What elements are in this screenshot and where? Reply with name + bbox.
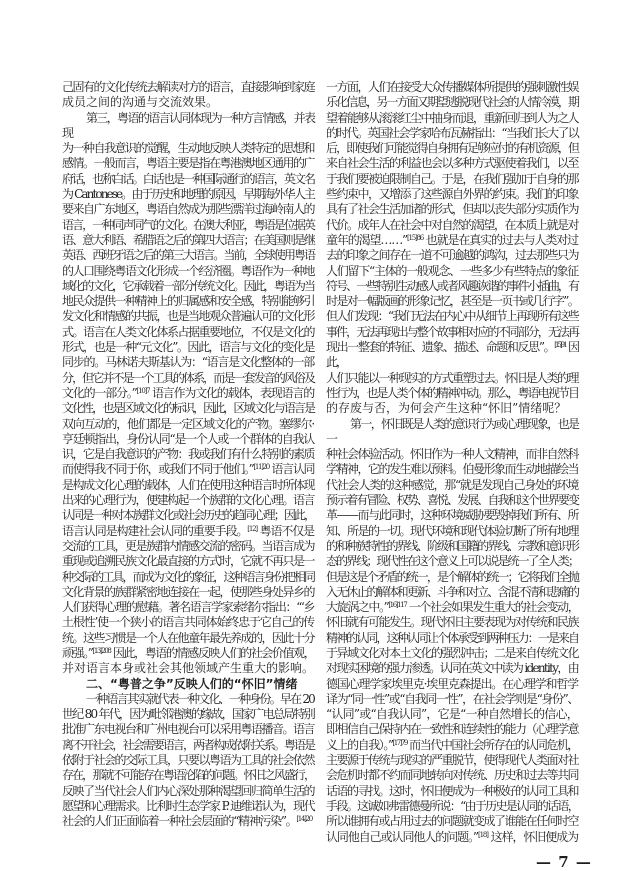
text-line [62,371,314,386]
page-number: — 7 — [536,853,592,871]
line-text: 一个社会如果发生重大的社会变动， [406,600,579,615]
text-line [326,156,578,171]
text-line [326,600,578,615]
line-text: 所以谁拥有或占用过去的问题就变成了谁能在任何时空 [326,814,579,829]
line-text: 粤语不仅是 [256,523,314,538]
text-line [62,707,314,722]
line-text: 因此，粤语的情感反映人们的社会价值观， [110,645,315,660]
text-line [326,570,578,585]
text-line [62,570,314,585]
text-line [62,432,314,447]
text-line [62,141,314,156]
line-text: 主要源于传统与现实的严重脱节，使得现代人类面对社 [326,753,579,768]
text-line [326,294,578,309]
text-line [62,248,314,263]
text-line [326,95,578,110]
text-column-right [326,80,578,845]
text-line [326,692,578,707]
text-line [326,248,578,263]
text-line [62,172,314,187]
line-text: 文化背景的族群紧密地连接在一起，使那些身处异乡的 [62,584,315,599]
line-text: 一种语言其实就代表一种文化、一种身份。早在 20 [86,691,314,706]
text-line [326,80,578,95]
text-line [62,279,314,294]
line-text: 符号、一些特别生动感人或者风趣诙谐的事件小插曲，有 [326,278,578,293]
citation-marker: [12] [247,524,257,533]
text-line [62,738,314,753]
text-line [62,111,314,142]
line-text: 出来的心理行为，便建构起一个族群的文化心理。语言 [62,493,315,508]
line-text: 双向互动的，他们都是一定区域文化的产物。塞缪尔· [62,416,314,431]
text-line [326,493,578,508]
text-line [326,768,578,783]
text-line [326,661,578,676]
text-line [62,80,314,95]
line-text: 但是这是个矛盾的统一，是个解体的统一；它将我们全抛 [326,569,578,584]
text-line [326,218,578,233]
line-text: 会危机时都不约而同地转向对传统、历史和过去等共同 [326,768,579,783]
text-line [326,417,578,448]
line-text: 童年的渴望……” [326,232,407,247]
line-text: 认同他自己或认同他人的问题。” [326,829,478,844]
citation-marker: [15]86 [406,233,424,242]
text-line [326,631,578,646]
citation-marker: [18] [477,830,488,839]
text-line [62,447,314,462]
line-text: 离不开社会，社会需要语言，两者构成依附关系。粤语是 [62,737,314,752]
text-line [326,202,578,217]
line-text: 也就是在真实的过去与人类对过 [423,232,578,247]
text-line [326,111,578,126]
line-text: 府话，也称白话。白话也是一种国际通行的语言，英文名 [62,171,314,186]
text-line [62,202,314,217]
text-line [62,264,314,279]
line-text: 义上的自我）。” [326,737,393,752]
text-line [326,738,578,753]
line-text: 同步的。马林诺夫斯基认为：“语言是文化整体的一部 [62,355,314,370]
line-text: 是构成文化心理的载体，人们在使用这种语言时所体现 [62,477,315,492]
text-line [326,478,578,493]
line-text: 些约束中，又增添了这些源自外界的约束。我们的印象 [326,187,579,202]
text-line [326,279,578,294]
line-text: 精神的认同，这种认同让个体承受到两种压力：一是来自 [326,630,578,645]
line-text: 的存废与否，为何会产生这种“怀旧”情绪呢？ [326,401,567,416]
line-text: 代社会人类的这种感觉，那“就是发现自己身处的环境 [326,477,578,492]
line-text: 人们获得心理的慰藉。著名语言学家索绪尔指出：“‘乡 [62,600,314,615]
citation-marker: [16]117 [388,601,407,610]
line-text: 译为“同一性”或“自我同一性”，在社会学则是“身份”、 [326,691,578,706]
line-text: 知、所是的一切。现代环境和现代体验切断了所有地理 [326,523,579,538]
line-text: 而使得我不同于你，或我们不同于他们。” [62,462,254,477]
line-text: 文化性，也是区域文化的标识，因此，区域文化与语言是 [62,401,314,416]
line-text: 预示着有冒险、权势、喜悦、发展、自我和这个世界要变 [326,493,578,508]
line-text: 第三，粤语的语言认同体现为一种方言情感，并表现 [62,110,314,140]
text-line [326,447,578,462]
text-line [326,187,578,202]
text-line [62,95,314,110]
text-line [326,371,578,386]
text-line [326,508,578,523]
line-text: 语言认同是构建社会认同的重要手段。 [62,523,248,538]
text-line [62,309,314,324]
line-text: 统。这些习惯是一个人在他童年最先养成的，因此十分 [62,630,315,645]
line-text: 态的界线；现代性在这个意义上可以说是统一了全人类； [326,554,578,569]
text-line [326,615,578,630]
text-line [62,355,314,370]
text-line [62,799,314,814]
citation-marker: [11]20 [253,463,269,472]
text-line [326,401,578,416]
citation-marker: [17]79 [392,738,407,747]
citation-marker: [13]208 [92,646,111,655]
line-text: 后，即使我们可能觉得自身拥有足够应付的有机资源，但 [326,141,578,156]
line-text: 分，但它并不是一个工具的体系，而是一套发音的风俗及 [62,370,314,385]
text-line [62,478,314,493]
line-text: 种交际的工具，而成为文化的象征，这种语言身份把相同 [62,569,314,584]
text-line [62,814,314,829]
line-text: 重现或追溯民族文化最直接的方式时，它就不再只是一 [62,554,315,569]
text-line [62,156,314,171]
line-text: 人们只能以一种现实的方式重塑过去。怀旧是人类的理 [326,370,579,385]
line-text: 于异域文化对本土文化的强烈冲击；二是来自传统文化 [326,645,579,660]
line-text: 入无休止的解体和更新、斗争和对立、含混不清和悲痛的 [326,584,578,599]
line-text: 话语的寻找。这时，怀旧便成为一种极好的认同工具和 [326,783,579,798]
text-line [62,524,314,539]
line-text: 学精神，它的发生难以预料。伯曼形象而生动地描绘当 [326,462,579,477]
line-text: 形式，也是一种“元文化”。因此，语言与文化的变化是 [62,340,314,355]
line-text: 乐化信息，另一方面又期望逃脱现代社会的人情冷漠，期 [326,95,578,110]
line-text: 现出一整套的特征、遗象、描述、命题和反思”。 [326,340,555,355]
text-line [62,631,314,646]
text-line [326,462,578,477]
text-line [62,615,314,630]
line-text: 具有了社会生活加诸的形式，但却以丧失部分实质作为 [326,202,579,217]
line-text: 即相信自己保持内在一致性和连续性的能力（心理学意 [326,722,579,737]
citation-marker: [14]20 [296,815,312,824]
text-line [326,309,578,324]
line-text: 地民众提供一种精神上的归属感和安全感，特别能够引 [62,294,315,309]
text-line [326,554,578,569]
line-text: 式。语言在人类文化体系占据重要地位，不仅是文化的 [62,324,315,339]
text-line [326,386,578,401]
text-line [62,539,314,554]
text-line [326,325,578,340]
line-text: 手段。这诚如弗雷德曼所说：“由于历史是认同的话语， [326,798,578,813]
line-text: 语言认同 [268,462,315,477]
line-text: 时是对一幅版画的形象记忆，甚至是一页书或几行字”。 [326,294,578,309]
text-line [62,585,314,600]
line-text: 的人口围绕粤语文化形成一个经济圈。粤语作为一种地 [62,263,315,278]
text-line [62,386,314,401]
text-line [326,830,578,845]
text-line [326,524,578,539]
line-text: 世纪 80 年代，因为毗邻港澳的缘故，国家广电总局特别 [62,707,314,722]
text-line [62,325,314,340]
line-text: 认同是一种对本族群文化或社会历史的趋同心理；因此， [62,508,314,523]
line-text: 反映了当代社会人们内心深处那种渴望回归简单生活的 [62,783,315,798]
text-line [326,799,578,814]
text-line [326,585,578,600]
text-line [62,187,314,202]
text-line [326,707,578,722]
text-line [62,646,314,661]
text-line [326,264,578,279]
text-line [62,768,314,783]
text-line [62,462,314,477]
text-line [62,753,314,768]
line-text: 为 Cantonese。由于历史和地理的原因，早期海外华人主 [62,187,314,202]
line-text: 愿望和心理需求。比利时生态学家 P. 迪维诺认为，现代 [62,798,314,813]
text-line [326,646,578,661]
section-heading [62,677,314,692]
text-line [62,401,314,416]
line-text: 于我们要被迫限制自己。于是，在我们强加于自身的那 [326,171,579,186]
text-line [62,722,314,737]
line-text: 存在，那就不可能存在粤语沦陷的问题。怀旧之风盛行， [62,768,314,783]
line-text: 二、“粤普之争”反映人们的“怀旧”情绪 [86,676,298,691]
line-text: 的时代。英国社会学家哈布瓦赫指出：“当我们长大了以 [326,125,578,140]
line-text: 但人们发现：“我们无法在内心中从细节上再现所有这些 [326,309,578,324]
line-text: 要来自广东地区，粤语自然成为那些漂洋过海岭南人的 [62,202,315,217]
text-line [62,508,314,523]
text-line [62,692,314,707]
line-text: 第一，怀旧既是人类的意识行为或心理现象，也是一 [326,416,578,446]
text-line [62,233,314,248]
line-text: 土根性’使一个狭小的语言共同体始终忠于它自己的传 [62,615,314,630]
line-text: 顽强。” [62,645,93,660]
text-line [326,539,578,554]
line-text: 语言作为文化的载体，表现语言的 [149,385,314,400]
line-text: 交流的工具，更是族群内情感交流的密码。当语言成为 [62,538,315,553]
text-line [62,554,314,569]
line-text: 英语、西班牙语之后的第三大语言。当前，全球使用粤语 [62,248,314,263]
line-text: 为一种自我意识的觉醒，生动地反映人类特定的思想和 [62,141,315,156]
text-line [62,218,314,233]
text-line [326,722,578,737]
text-line [62,493,314,508]
line-text: 怀旧就有可能发生。现代怀旧主要表现为对传统和民族 [326,615,579,630]
line-text: 感情。一般而言，粤语主要是指在粤港澳地区通用的广 [62,156,315,171]
text-line [326,814,578,829]
line-text: 成员之间的沟通与交流效果。 [62,95,219,110]
text-line [326,753,578,768]
text-line [62,294,314,309]
line-text: 对现实困境的强力渗透。认同在英文中读为 identity，由 [326,661,578,676]
text-line [326,126,578,141]
line-text: 大旋涡之中。” [326,600,389,615]
line-text: 的和种族特性的界线、阶级和国籍的界线、宗教和意识形 [326,538,578,553]
text-line [62,661,314,676]
line-text: 域化的文化，它承载着一部分传统文化。因此，粤语为当 [62,278,314,293]
line-text: 并对语言本身或社会其他领域产生重大的影响。 [62,661,315,676]
line-text: 语、意大利语、希腊语之后的第四大语言；在美国则是继 [62,232,314,247]
line-text: 而当代中国社会所存在的认同危机， [406,737,578,752]
line-text: 去的印象之间存在一道不可逾越的鸿沟，过去那些只为 [326,248,579,263]
line-text: 语言，一种同声同气的文化。在澳大利亚，粤语是位据英 [62,217,314,232]
line-text: 批准广东电视台和广州电视台可以采用粤语播音。语言 [62,722,315,737]
text-line [62,340,314,355]
line-text: “认同”或“自我认同”，它是“一种自然增长的信心， [326,707,578,722]
line-text: 德国心理学家埃里克·埃里克森提出。在心理学和哲学 [326,676,578,691]
line-text: 来自社会生活的利益也会以多种方式驱使着我们，以至 [326,156,579,171]
line-text: 依附于社会的交际工具，只要以粤语为工具的社会依然 [62,753,315,768]
line-text: 望着能够从滚滚红尘中抽身而退，重新回归到人为之人 [326,110,579,125]
line-text: 亨廷顿指出，身份认同“是一个人或一个群体的自我认 [62,431,314,446]
text-line [326,784,578,799]
line-text: 性行为，也是人类个体的精神冲动。那么，粤语电视节目 [326,385,578,400]
text-line [326,340,578,371]
line-text: 因此， [326,340,578,370]
line-text: 识，它是自我意识的产物：我或我们有什么特别的素质 [62,447,315,462]
citation-marker: [15]91 [554,341,566,350]
line-text: 革——而与此同时，这种环境威胁要毁掉我们所有、所 [326,508,579,523]
line-text: 这样，怀旧便成为 [487,829,579,844]
line-text: 代价。成年人在社会中对自然的渴望，在本质上就是对 [326,217,579,232]
text-line [326,172,578,187]
text-line [62,600,314,615]
text-line [62,417,314,432]
line-text: 文化的一部分。” [62,385,137,400]
text-line [326,677,578,692]
citation-marker: [10]7 [136,386,150,395]
line-text: 人们留下“主体的一般观念、一些多少有些特点的象征 [326,263,578,278]
line-text: 己固有的文化传统去解读对方的语言，直接影响到家庭 [62,80,315,94]
line-text: 社会的人们正面临着一种社会层面的“精神污染”。 [62,814,297,829]
text-line [62,784,314,799]
line-text: 一方面，人们在接受大众传播媒体所提供的强刺激性娱 [326,80,579,94]
line-text: 事件，无法再现出与整个故事相对应的不同部分，无法再 [326,324,578,339]
text-column-left [62,80,314,830]
line-text: 发文化和情感的共振，也是当地观众普遍认可的文化形 [62,309,315,324]
text-line [326,233,578,248]
text-line [326,141,578,156]
line-text: 种社会体验活动。怀旧作为一种人文精神，而非自然科 [326,447,579,462]
